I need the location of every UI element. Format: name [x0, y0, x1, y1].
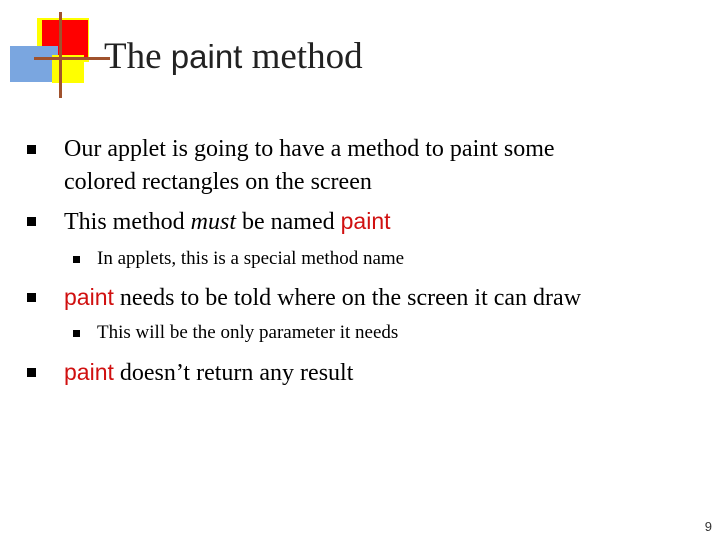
bullet-marker	[27, 217, 36, 226]
sub-bullet-marker	[73, 256, 80, 263]
bullet-4	[64, 356, 353, 390]
bullet-marker	[27, 145, 36, 154]
title-text-end: method	[242, 36, 363, 77]
bullet-4-text: doesn’t return any result	[113, 360, 354, 386]
bullet-1-line-2: colored rectangles on the screen	[64, 169, 372, 195]
page-number: 9	[704, 519, 712, 534]
bullet-marker	[27, 293, 36, 302]
bullet-2-text-start: This method	[64, 209, 191, 235]
bullet-3-code-paint: paint	[64, 284, 114, 310]
sub-bullet-1: In applets, this is a special method name	[97, 248, 405, 269]
title-text-start: The	[104, 36, 171, 77]
bullet-2-text-middle: be named	[236, 209, 341, 235]
bullet-3	[64, 281, 581, 315]
sub-bullet-2: This will be the only parameter it needs	[97, 322, 399, 343]
title-code-paint: paint	[170, 38, 243, 75]
bullet-1-line-1: Our applet is going to have a method to paint some	[64, 136, 555, 162]
bullet-2	[64, 205, 391, 239]
sub-bullet-marker	[73, 330, 80, 337]
bullet-4-code-paint: paint	[64, 359, 114, 385]
bullet-marker	[27, 368, 36, 377]
bullet-3-text: needs to be told where on the screen it can draw	[113, 285, 582, 311]
bullet-2-code-paint: paint	[340, 208, 391, 234]
bullet-2-italic: must	[190, 209, 236, 235]
